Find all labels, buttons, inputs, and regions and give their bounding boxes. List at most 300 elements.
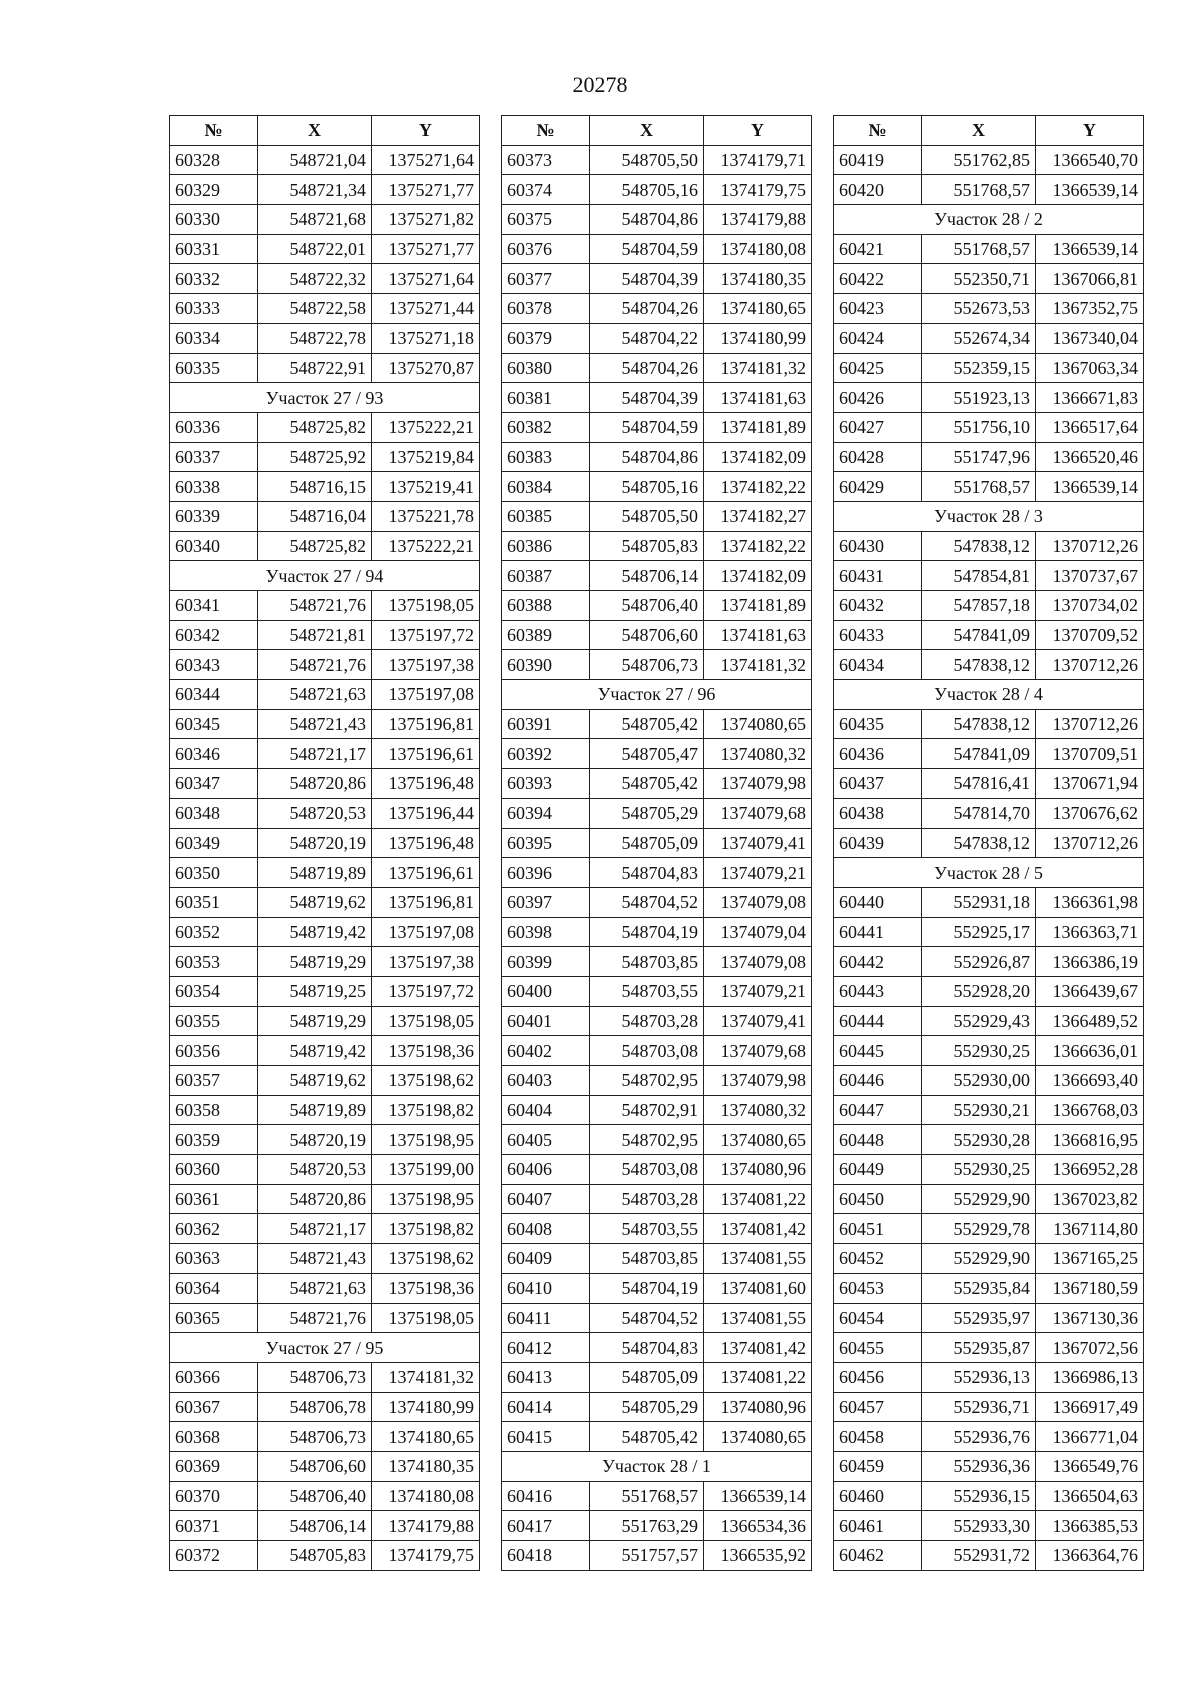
y-value: 1366534,36 — [704, 1511, 812, 1541]
y-value: 1374181,32 — [372, 1362, 480, 1392]
x-value: 547841,09 — [922, 620, 1036, 650]
x-value: 552673,53 — [922, 294, 1036, 324]
y-value: 1366986,13 — [1036, 1362, 1144, 1392]
x-value: 548703,55 — [590, 1214, 704, 1244]
y-value: 1374080,65 — [704, 709, 812, 739]
table-row — [502, 709, 812, 739]
table-row — [170, 1095, 480, 1125]
point-number: 60375 — [502, 205, 590, 235]
y-value: 1375198,95 — [372, 1125, 480, 1155]
x-value: 548704,26 — [590, 294, 704, 324]
x-value: 548704,52 — [590, 1303, 704, 1333]
x-value: 552926,87 — [922, 947, 1036, 977]
point-number: 60381 — [502, 383, 590, 413]
x-value: 548704,83 — [590, 1333, 704, 1363]
x-value: 548716,15 — [258, 472, 372, 502]
y-value: 1366363,71 — [1036, 917, 1144, 947]
table-row — [834, 828, 1144, 858]
y-value: 1374080,32 — [704, 1095, 812, 1125]
point-number: 60329 — [170, 175, 258, 205]
table-row — [170, 828, 480, 858]
point-number: 60430 — [834, 531, 922, 561]
table-row — [502, 1006, 812, 1036]
table-row — [834, 1451, 1144, 1481]
point-number: 60433 — [834, 620, 922, 650]
point-number: 60419 — [834, 145, 922, 175]
x-value: 551768,57 — [922, 175, 1036, 205]
y-value: 1375197,72 — [372, 620, 480, 650]
table-row — [502, 650, 812, 680]
y-value: 1374079,41 — [704, 828, 812, 858]
section-row — [834, 205, 1144, 235]
table-row — [834, 442, 1144, 472]
x-value: 548702,95 — [590, 1125, 704, 1155]
table-row — [170, 680, 480, 710]
y-value: 1366917,49 — [1036, 1392, 1144, 1422]
table-row — [170, 769, 480, 799]
point-number: 60417 — [502, 1511, 590, 1541]
table-row — [170, 887, 480, 917]
y-value: 1374181,63 — [704, 383, 812, 413]
point-number: 60408 — [502, 1214, 590, 1244]
x-value: 551923,13 — [922, 383, 1036, 413]
point-number: 60435 — [834, 709, 922, 739]
point-number: 60372 — [170, 1541, 258, 1571]
point-number: 60360 — [170, 1155, 258, 1185]
table-row — [834, 561, 1144, 591]
y-value: 1370737,67 — [1036, 561, 1144, 591]
table-row — [834, 1303, 1144, 1333]
x-value: 548721,17 — [258, 739, 372, 769]
point-number: 60445 — [834, 1036, 922, 1066]
table-row — [502, 561, 812, 591]
point-number: 60387 — [502, 561, 590, 591]
y-value: 1375198,05 — [372, 1303, 480, 1333]
table-row — [502, 1541, 812, 1571]
x-value: 548705,42 — [590, 709, 704, 739]
point-number: 60332 — [170, 264, 258, 294]
y-value: 1366671,83 — [1036, 383, 1144, 413]
table-row — [502, 1214, 812, 1244]
y-value: 1374180,35 — [372, 1451, 480, 1481]
point-number: 60460 — [834, 1481, 922, 1511]
point-number: 60368 — [170, 1422, 258, 1452]
table-row — [170, 947, 480, 977]
x-value: 552930,00 — [922, 1066, 1036, 1096]
y-value: 1367063,34 — [1036, 353, 1144, 383]
point-number: 60384 — [502, 472, 590, 502]
y-value: 1375271,64 — [372, 264, 480, 294]
point-number: 60429 — [834, 472, 922, 502]
table-row — [502, 472, 812, 502]
table-row — [834, 1244, 1144, 1274]
x-value: 548725,82 — [258, 412, 372, 442]
point-number: 60431 — [834, 561, 922, 591]
point-number: 60331 — [170, 234, 258, 264]
table-row — [834, 591, 1144, 621]
x-value: 552930,25 — [922, 1036, 1036, 1066]
point-number: 60378 — [502, 294, 590, 324]
point-number: 60423 — [834, 294, 922, 324]
x-value: 548705,09 — [590, 828, 704, 858]
table-row — [834, 1333, 1144, 1363]
table-row — [170, 1451, 480, 1481]
y-value: 1370712,26 — [1036, 709, 1144, 739]
y-value: 1375198,62 — [372, 1066, 480, 1096]
y-value: 1374181,89 — [704, 412, 812, 442]
table-row — [170, 323, 480, 353]
x-value: 552359,15 — [922, 353, 1036, 383]
table-row — [834, 1066, 1144, 1096]
table-row — [502, 947, 812, 977]
x-value: 548722,58 — [258, 294, 372, 324]
x-value: 548703,08 — [590, 1036, 704, 1066]
y-value: 1370671,94 — [1036, 769, 1144, 799]
x-value: 548716,04 — [258, 501, 372, 531]
y-value: 1374180,08 — [372, 1481, 480, 1511]
x-value: 551763,29 — [590, 1511, 704, 1541]
y-value: 1366539,14 — [1036, 175, 1144, 205]
x-value: 548704,59 — [590, 234, 704, 264]
x-value: 547838,12 — [922, 650, 1036, 680]
table-row — [170, 858, 480, 888]
table-row — [170, 1036, 480, 1066]
header-x: X — [590, 116, 704, 146]
y-value: 1374079,21 — [704, 976, 812, 1006]
y-value: 1375196,81 — [372, 887, 480, 917]
table-row — [834, 887, 1144, 917]
header-row — [170, 116, 480, 146]
x-value: 548705,83 — [258, 1541, 372, 1571]
table-row — [170, 175, 480, 205]
table-row — [170, 709, 480, 739]
header-y: Y — [704, 116, 812, 146]
section-title: Участок 27 / 93 — [170, 383, 480, 413]
x-value: 552929,43 — [922, 1006, 1036, 1036]
table-row — [170, 1244, 480, 1274]
y-value: 1374180,99 — [704, 323, 812, 353]
table-row — [502, 531, 812, 561]
table-row — [170, 145, 480, 175]
table-row — [502, 620, 812, 650]
y-value: 1374180,35 — [704, 264, 812, 294]
x-value: 548706,40 — [590, 591, 704, 621]
x-value: 548705,42 — [590, 769, 704, 799]
point-number: 60416 — [502, 1481, 590, 1511]
point-number: 60346 — [170, 739, 258, 769]
table-row — [502, 205, 812, 235]
table-row — [502, 1333, 812, 1363]
x-value: 548704,83 — [590, 858, 704, 888]
point-number: 60338 — [170, 472, 258, 502]
point-number: 60456 — [834, 1362, 922, 1392]
point-number: 60334 — [170, 323, 258, 353]
y-value: 1366539,14 — [704, 1481, 812, 1511]
point-number: 60444 — [834, 1006, 922, 1036]
y-value: 1374079,08 — [704, 947, 812, 977]
table-row — [502, 917, 812, 947]
point-number: 60382 — [502, 412, 590, 442]
x-value: 548721,43 — [258, 1244, 372, 1274]
y-value: 1374181,32 — [704, 353, 812, 383]
x-value: 548704,19 — [590, 1273, 704, 1303]
table-row — [502, 323, 812, 353]
table-row — [170, 1006, 480, 1036]
point-number: 60409 — [502, 1244, 590, 1274]
y-value: 1375198,36 — [372, 1036, 480, 1066]
section-row — [170, 1333, 480, 1363]
y-value: 1366385,53 — [1036, 1511, 1144, 1541]
point-number: 60404 — [502, 1095, 590, 1125]
y-value: 1375197,08 — [372, 680, 480, 710]
section-title: Участок 27 / 95 — [170, 1333, 480, 1363]
table-row — [502, 442, 812, 472]
point-number: 60371 — [170, 1511, 258, 1541]
point-number: 60438 — [834, 798, 922, 828]
point-number: 60425 — [834, 353, 922, 383]
x-value: 548704,86 — [590, 442, 704, 472]
x-value: 548704,59 — [590, 412, 704, 442]
point-number: 60374 — [502, 175, 590, 205]
table-row — [502, 1392, 812, 1422]
header-y: Y — [1036, 116, 1144, 146]
x-value: 548719,89 — [258, 1095, 372, 1125]
x-value: 547816,41 — [922, 769, 1036, 799]
x-value: 552936,76 — [922, 1422, 1036, 1452]
table-row — [502, 976, 812, 1006]
x-value: 552931,72 — [922, 1541, 1036, 1571]
x-value: 547814,70 — [922, 798, 1036, 828]
table-row — [170, 798, 480, 828]
table-row — [170, 1392, 480, 1422]
point-number: 60335 — [170, 353, 258, 383]
point-number: 60366 — [170, 1362, 258, 1392]
y-value: 1375197,72 — [372, 976, 480, 1006]
point-number: 60336 — [170, 412, 258, 442]
point-number: 60412 — [502, 1333, 590, 1363]
x-value: 548721,81 — [258, 620, 372, 650]
point-number: 60344 — [170, 680, 258, 710]
y-value: 1375198,36 — [372, 1273, 480, 1303]
table-row — [834, 709, 1144, 739]
x-value: 552929,78 — [922, 1214, 1036, 1244]
table-row — [502, 1273, 812, 1303]
x-value: 548705,50 — [590, 145, 704, 175]
y-value: 1366549,76 — [1036, 1451, 1144, 1481]
table-row — [834, 1036, 1144, 1066]
x-value: 548703,28 — [590, 1184, 704, 1214]
table-row — [170, 917, 480, 947]
x-value: 548706,78 — [258, 1392, 372, 1422]
point-number: 60351 — [170, 887, 258, 917]
point-number: 60361 — [170, 1184, 258, 1214]
section-title: Участок 28 / 1 — [502, 1451, 812, 1481]
point-number: 60455 — [834, 1333, 922, 1363]
section-title: Участок 28 / 3 — [834, 501, 1144, 531]
y-value: 1366693,40 — [1036, 1066, 1144, 1096]
point-number: 60373 — [502, 145, 590, 175]
y-value: 1374182,27 — [704, 501, 812, 531]
x-value: 548705,29 — [590, 1392, 704, 1422]
point-number: 60362 — [170, 1214, 258, 1244]
table-row — [834, 472, 1144, 502]
table-row — [170, 412, 480, 442]
point-number: 60457 — [834, 1392, 922, 1422]
y-value: 1374079,04 — [704, 917, 812, 947]
x-value: 548704,39 — [590, 383, 704, 413]
y-value: 1374180,99 — [372, 1392, 480, 1422]
point-number: 60369 — [170, 1451, 258, 1481]
x-value: 548705,16 — [590, 472, 704, 502]
table-row — [502, 383, 812, 413]
y-value: 1375271,44 — [372, 294, 480, 324]
x-value: 548721,43 — [258, 709, 372, 739]
y-value: 1375271,77 — [372, 234, 480, 264]
y-value: 1374079,98 — [704, 1066, 812, 1096]
table-row — [502, 1125, 812, 1155]
point-number: 60420 — [834, 175, 922, 205]
table-row — [170, 1541, 480, 1571]
point-number: 60458 — [834, 1422, 922, 1452]
y-value: 1375221,78 — [372, 501, 480, 531]
point-number: 60380 — [502, 353, 590, 383]
x-value: 548705,50 — [590, 501, 704, 531]
point-number: 60345 — [170, 709, 258, 739]
x-value: 547838,12 — [922, 828, 1036, 858]
table-row — [170, 531, 480, 561]
x-value: 548722,78 — [258, 323, 372, 353]
y-value: 1375271,64 — [372, 145, 480, 175]
table-row — [834, 1362, 1144, 1392]
x-value: 548720,19 — [258, 828, 372, 858]
x-value: 548720,53 — [258, 1155, 372, 1185]
x-value: 548721,76 — [258, 591, 372, 621]
y-value: 1370712,26 — [1036, 531, 1144, 561]
y-value: 1374179,75 — [704, 175, 812, 205]
x-value: 548719,62 — [258, 887, 372, 917]
point-number: 60348 — [170, 798, 258, 828]
table-row — [834, 1481, 1144, 1511]
table-row — [170, 442, 480, 472]
x-value: 548725,82 — [258, 531, 372, 561]
y-value: 1366364,76 — [1036, 1541, 1144, 1571]
x-value: 548705,83 — [590, 531, 704, 561]
x-value: 548722,01 — [258, 234, 372, 264]
x-value: 548703,08 — [590, 1155, 704, 1185]
x-value: 548719,29 — [258, 1006, 372, 1036]
x-value: 552930,25 — [922, 1155, 1036, 1185]
point-number: 60443 — [834, 976, 922, 1006]
coordinates-table-2 — [501, 115, 812, 1571]
x-value: 548703,85 — [590, 947, 704, 977]
x-value: 548704,26 — [590, 353, 704, 383]
y-value: 1366540,70 — [1036, 145, 1144, 175]
x-value: 552936,71 — [922, 1392, 1036, 1422]
point-number: 60442 — [834, 947, 922, 977]
point-number: 60401 — [502, 1006, 590, 1036]
table-row — [502, 1511, 812, 1541]
table-row — [834, 1184, 1144, 1214]
x-value: 551756,10 — [922, 412, 1036, 442]
table-row — [834, 976, 1144, 1006]
y-value: 1374079,41 — [704, 1006, 812, 1036]
x-value: 552925,17 — [922, 917, 1036, 947]
table-row — [834, 412, 1144, 442]
x-value: 548725,92 — [258, 442, 372, 472]
point-number: 60347 — [170, 769, 258, 799]
header-row — [834, 116, 1144, 146]
x-value: 548703,85 — [590, 1244, 704, 1274]
x-value: 548706,60 — [258, 1451, 372, 1481]
x-value: 548706,40 — [258, 1481, 372, 1511]
table-row — [170, 739, 480, 769]
point-number: 60379 — [502, 323, 590, 353]
y-value: 1366816,95 — [1036, 1125, 1144, 1155]
y-value: 1374079,21 — [704, 858, 812, 888]
y-value: 1374179,88 — [372, 1511, 480, 1541]
point-number: 60397 — [502, 887, 590, 917]
point-number: 60407 — [502, 1184, 590, 1214]
x-value: 548721,76 — [258, 650, 372, 680]
point-number: 60394 — [502, 798, 590, 828]
table-body — [502, 145, 812, 1570]
table-row — [834, 1511, 1144, 1541]
header-row — [502, 116, 812, 146]
y-value: 1375196,61 — [372, 739, 480, 769]
x-value: 552674,34 — [922, 323, 1036, 353]
y-value: 1366636,01 — [1036, 1036, 1144, 1066]
coordinates-table-1 — [169, 115, 480, 1571]
point-number: 60355 — [170, 1006, 258, 1036]
y-value: 1374179,88 — [704, 205, 812, 235]
table-row — [170, 1422, 480, 1452]
point-number: 60406 — [502, 1155, 590, 1185]
point-number: 60402 — [502, 1036, 590, 1066]
x-value: 548705,42 — [590, 1422, 704, 1452]
y-value: 1367023,82 — [1036, 1184, 1144, 1214]
section-row — [834, 501, 1144, 531]
table-row — [834, 145, 1144, 175]
x-value: 551768,57 — [922, 234, 1036, 264]
x-value: 551762,85 — [922, 145, 1036, 175]
point-number: 60385 — [502, 501, 590, 531]
section-row — [170, 561, 480, 591]
x-value: 548704,52 — [590, 887, 704, 917]
x-value: 548720,19 — [258, 1125, 372, 1155]
section-title: Участок 27 / 96 — [502, 680, 812, 710]
point-number: 60436 — [834, 739, 922, 769]
y-value: 1367165,25 — [1036, 1244, 1144, 1274]
table-row — [502, 887, 812, 917]
x-value: 548721,76 — [258, 1303, 372, 1333]
point-number: 60415 — [502, 1422, 590, 1452]
point-number: 60395 — [502, 828, 590, 858]
table-row — [170, 1303, 480, 1333]
point-number: 60440 — [834, 887, 922, 917]
y-value: 1366439,67 — [1036, 976, 1144, 1006]
y-value: 1374079,68 — [704, 1036, 812, 1066]
y-value: 1366386,19 — [1036, 947, 1144, 977]
point-number: 60342 — [170, 620, 258, 650]
table-row — [834, 650, 1144, 680]
y-value: 1375271,18 — [372, 323, 480, 353]
point-number: 60452 — [834, 1244, 922, 1274]
point-number: 60399 — [502, 947, 590, 977]
x-value: 552935,97 — [922, 1303, 1036, 1333]
x-value: 551768,57 — [922, 472, 1036, 502]
point-number: 60462 — [834, 1541, 922, 1571]
point-number: 60426 — [834, 383, 922, 413]
